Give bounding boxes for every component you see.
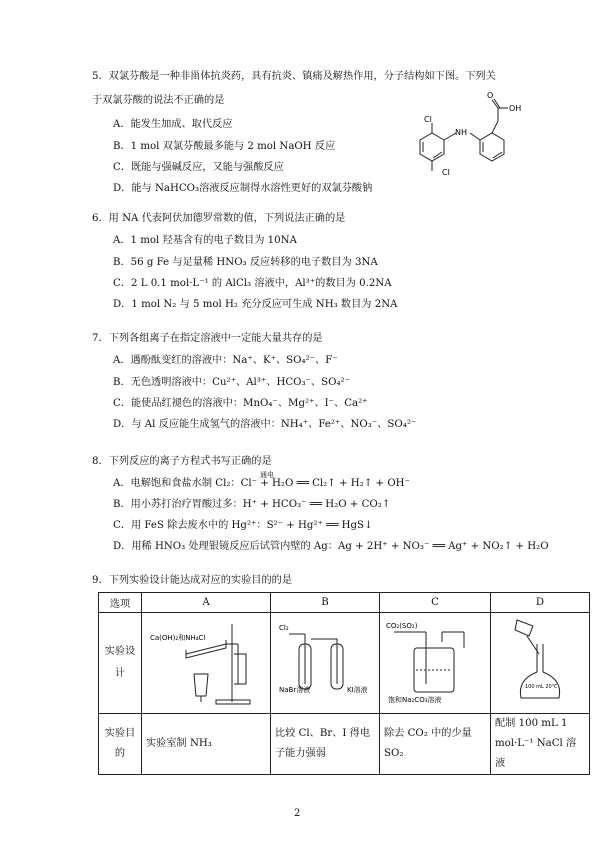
halogen-setup-diagram bbox=[275, 614, 375, 710]
design-d-flask-label: 100 mL 20℃ bbox=[525, 683, 558, 690]
header-c: C bbox=[380, 593, 491, 613]
purpose-b: 比较 Cl、Br、I 得电子能力强弱 bbox=[271, 714, 380, 775]
page-number: 2 bbox=[294, 808, 301, 819]
oh-label: OH bbox=[509, 104, 522, 113]
q6-option-a: A．1 mol 羟基含有的电子数目为 10NA bbox=[113, 235, 297, 246]
q7-option-d: D．与 Al 反应能生成氢气的溶液中：NH₄⁺、Fe²⁺、NO₃⁻、SO₄²⁻ bbox=[113, 419, 417, 430]
q8-option-b: B．用小苏打治疗胃酸过多：H⁺ + HCO₃⁻ ══ H₂O + CO₂↑ bbox=[113, 499, 391, 510]
nh-label: NH bbox=[455, 128, 467, 137]
experiment-table bbox=[98, 592, 590, 775]
q5-option-c: C．既能与强碱反应，又能与强酸反应 bbox=[113, 162, 284, 173]
purpose-a: 实验室制 NH₃ bbox=[142, 714, 271, 775]
q5-option-d: D．能与 NaHCO₃溶液反应制得水溶性更好的双氯芬酸钠 bbox=[113, 183, 373, 194]
purpose-c: 除去 CO₂ 中的少量 SO₂ bbox=[380, 714, 491, 775]
header-d: D bbox=[491, 593, 590, 613]
q7-option-c: C．能使品红褪色的溶液中：MnO₄⁻、Mg²⁺、I⁻、Ca²⁺ bbox=[113, 398, 368, 409]
q7-stem: 7．下列各组离子在指定溶液中一定能大量共存的是 bbox=[92, 333, 323, 344]
design-b-right-label: KI溶液 bbox=[347, 685, 368, 694]
q8-option-c: C．用 FeS 除去废水中的 Hg²⁺：S²⁻ + Hg²⁺ ══ HgS↓ bbox=[113, 520, 373, 531]
ammonia-setup-diagram bbox=[146, 614, 266, 710]
design-a-label: Ca(OH)₂和NH₄Cl bbox=[150, 633, 206, 642]
q8-stem: 8．下列反应的离子方程式书写正确的是 bbox=[92, 456, 272, 467]
gas-washing-diagram bbox=[384, 614, 486, 710]
q8-condition: 通电 bbox=[260, 471, 274, 479]
header-a: A bbox=[142, 593, 271, 613]
q5-option-b: B．1 mol 双氯芬酸最多能与 2 mol NaOH 反应 bbox=[113, 141, 336, 152]
header-option: 选项 bbox=[99, 593, 142, 613]
design-c-liquid-label: 饱和Na₂CO₃溶液 bbox=[388, 695, 442, 704]
purpose-d: 配制 100 mL 1 mol·L⁻¹ NaCl 溶液 bbox=[491, 714, 590, 775]
cl-bottom-label: Cl bbox=[442, 168, 450, 177]
q6-option-c: C．2 L 0.1 mol·L⁻¹ 的 AlCl₃ 溶液中，Al³⁺的数目为 0.2NA bbox=[113, 278, 392, 289]
q5-option-a: A．能发生加成、取代反应 bbox=[113, 119, 233, 130]
header-b: B bbox=[271, 593, 380, 613]
design-a bbox=[142, 613, 271, 714]
q8-option-d: D．用稀 HNO₃ 处理银镜反应后试管内壁的 Ag：Ag + 2H⁺ + NO₃⁻ ══ Ag⁺ + NO₂↑ + H₂O bbox=[113, 541, 549, 552]
design-b bbox=[271, 613, 380, 714]
q8-option-a: A．电解饱和食盐水制 Cl₂：Cl⁻ + H₂O ══ Cl₂↑ + H₂↑ + OH⁻ bbox=[113, 478, 410, 489]
q5-stem-line2: 于双氯芬酸的说法不正确的是 bbox=[92, 95, 225, 106]
cl-top-label: Cl bbox=[424, 115, 432, 124]
o-label: O bbox=[487, 91, 494, 100]
row-label-design: 实验设计 bbox=[99, 613, 142, 714]
q6-option-b: B．56 g Fe 与足量稀 HNO₃ 反应转移的电子数目为 3NA bbox=[113, 257, 378, 268]
q7-option-a: A．遇酚酞变红的溶液中：Na⁺、K⁺、SO₄²⁻、F⁻ bbox=[113, 355, 338, 366]
design-c-gas-label: CO₂(SO₂) bbox=[386, 621, 418, 630]
design-c bbox=[380, 613, 491, 714]
q7-option-b: B．无色透明溶液中：Cu²⁺、Al³⁺、HCO₃⁻、SO₄²⁻ bbox=[113, 377, 350, 388]
q9-stem: 9．下列实验设计能达成对应的实验目的的是 bbox=[92, 575, 293, 586]
row-label-purpose: 实验目的 bbox=[99, 714, 142, 775]
design-d bbox=[491, 613, 590, 714]
design-b-gas-label: Cl₂ bbox=[279, 623, 289, 632]
volumetric-flask-diagram bbox=[495, 614, 585, 710]
design-b-left-label: NaBr溶液 bbox=[279, 685, 311, 694]
diclofenac-structure bbox=[402, 88, 532, 188]
q6-stem: 6．用 NA 代表阿伏加德罗常数的值，下列说法正确的是 bbox=[92, 213, 346, 224]
q5-stem-line1: 5．双氯芬酸是一种非甾体抗炎药，具有抗炎、镇痛及解热作用，分子结构如下图。下列关 bbox=[92, 71, 496, 82]
q6-option-d: D．1 mol N₂ 与 5 mol H₂ 充分反应可生成 NH₃ 数目为 2NA bbox=[113, 299, 398, 310]
